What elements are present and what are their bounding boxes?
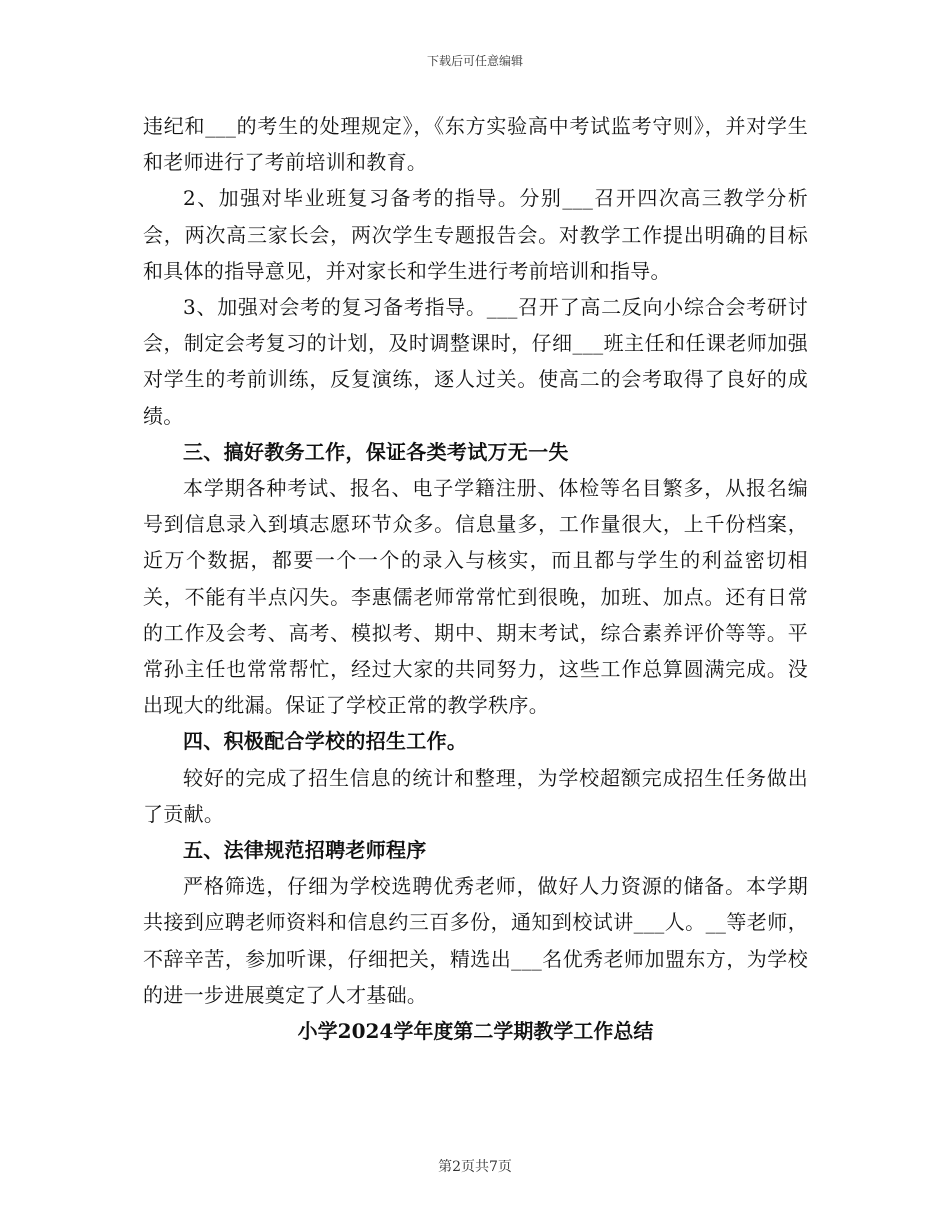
- section-heading-5: 五、法律规范招聘老师程序: [183, 838, 427, 863]
- document-title: 小学2024学年度第二学期教学工作总结: [297, 1019, 654, 1044]
- paragraph-item-2: 2、加强对毕业班复习备考的指导。分别___召开四次高三教学分析会，两次高三家长会，两次学生专题报告会。对教学工作提出明确的目标和具体的指导意见，并对家长和学生进行考前培训和指导。: [143, 186, 808, 283]
- page-header: 下载后可任意编辑: [426, 54, 523, 68]
- paragraph-continuation: 违纪和___的考生的处理规定》，《东方实验高中考试监考守则》，并对学生和老师进行了考前培训和教育。: [143, 114, 808, 175]
- page-footer: 第2页共7页: [438, 1159, 512, 1175]
- paragraph-enrollment: 较好的完成了招生信息的统计和整理，为学校超额完成招生任务做出了贡献。: [143, 765, 808, 826]
- section-heading-4: 四、积极配合学校的招生工作。: [183, 729, 468, 754]
- document-body: [143, 108, 808, 1049]
- section-heading-3: 三、搞好教务工作，保证各类考试万无一失: [183, 439, 569, 464]
- paragraph-recruitment: 严格筛选，仔细为学校选聘优秀老师，做好人力资源的储备。本学期共接到应聘老师资料和信息约三百多份，通知到校试讲___人。__等老师，不辞辛苦，参加听课，仔细把关，精选出___名优秀老师加盟东方，为学校的进一步进展奠定了人才基础。: [143, 874, 808, 1007]
- paragraph-item-3: 3、加强对会考的复习备考指导。___召开了高二反向小综合会考研讨会，制定会考复习的计划，及时调整课时，仔细___班主任和任课老师加强对学生的考前训练，反复演练，逐人过关。使高二的会考取得了良好的成绩。: [143, 295, 808, 428]
- paragraph-academic-affairs: 本学期各种考试、报名、电子学籍注册、体检等名目繁多，从报名编号到信息录入到填志愿环节众多。信息量多，工作量很大，上千份档案，近万个数据，都要一个一个的录入与核实，而且都与学生的利益密切相关，不能有半点闪失。李惠儒老师常常忙到很晚，加班、加点。还有日常的工作及会考、高考、模拟考、期中、期末考试，综合素养评价等等。平常孙主任也常常帮忙，经过大家的共同努力，这些工作总算圆满完成。没出现大的纰漏。保证了学校正常的教学秩序。: [143, 476, 808, 718]
